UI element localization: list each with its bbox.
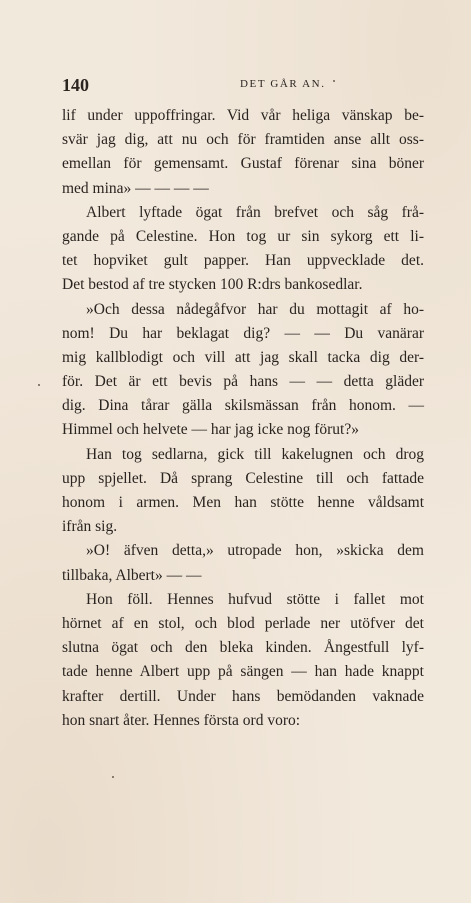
text-line: slutna ögat och den bleka kinden. Ångestfull lyf- <box>62 639 424 657</box>
ink-speck <box>112 776 114 778</box>
text-line: svär jag dig, att nu och för framtiden anse allt oss- <box>62 131 424 149</box>
text-line: krafter dertill. Under hans bemödanden vaknade <box>62 687 424 705</box>
text-line: Albert lyftade ögat från brefvet och såg frå- <box>86 203 424 221</box>
running-head: DET GÅR AN. <box>240 78 326 90</box>
text-line: emellan för gemensamt. Gustaf förenar sina böner <box>62 155 424 173</box>
text-line: »Och dessa nådegåfvor har du mottagit af ho- <box>86 300 424 318</box>
text-line: dig. Dina tårar gälla skilsmässan från honom. — <box>62 397 424 415</box>
page-number: 140 <box>62 75 89 95</box>
text-line: Hon föll. Hennes hufvud stötte i fallet mot <box>86 590 424 608</box>
text-line: ifrån sig. <box>62 518 118 536</box>
text-line: upp spjellet. Då sprang Celestine till och fattade <box>62 469 424 487</box>
text-line: »O! äfven detta,» utropade hon, »skicka dem <box>86 542 424 560</box>
text-line: Det bestod af tre stycken 100 R:drs bankosedlar. <box>62 276 363 294</box>
text-line: hon snart åter. Hennes första ord voro: <box>62 711 301 729</box>
text-line: tade henne Albert upp på sängen — han hade knappt <box>62 663 424 681</box>
page-header <box>62 75 427 99</box>
text-line: för. Det är ett bevis på hans — — detta gläder <box>62 373 424 391</box>
body-text <box>62 104 424 733</box>
text-line: tet hopviket gult papper. Han uppvecklade det. <box>62 252 424 270</box>
text-line: lif under uppoffringar. Vid vår heliga vänskap be- <box>62 107 424 124</box>
text-line: Himmel och helvete — har jag icke nog förut?» <box>62 421 359 439</box>
text-line: nom! Du har beklagat dig? — — Du vanärar <box>62 324 424 342</box>
text-line: tillbaka, Albert» — — <box>62 566 202 584</box>
text-line: Han tog sedlarna, gick till kakelugnen och drog <box>86 445 424 463</box>
text-line: hörnet af en stol, och blod perlade ner utöfver det <box>62 614 424 632</box>
ink-speck <box>38 384 40 386</box>
text-line: med mina» — — — — <box>62 179 209 197</box>
text-line: gande på Celestine. Hon tog ur sin sykorg ett li- <box>62 227 424 245</box>
text-line: mig kallblodigt och vill att jag skall tacka dig der- <box>62 348 424 366</box>
ink-speck <box>333 80 335 82</box>
text-line: honom i armen. Men han stötte henne våldsamt <box>62 494 424 511</box>
